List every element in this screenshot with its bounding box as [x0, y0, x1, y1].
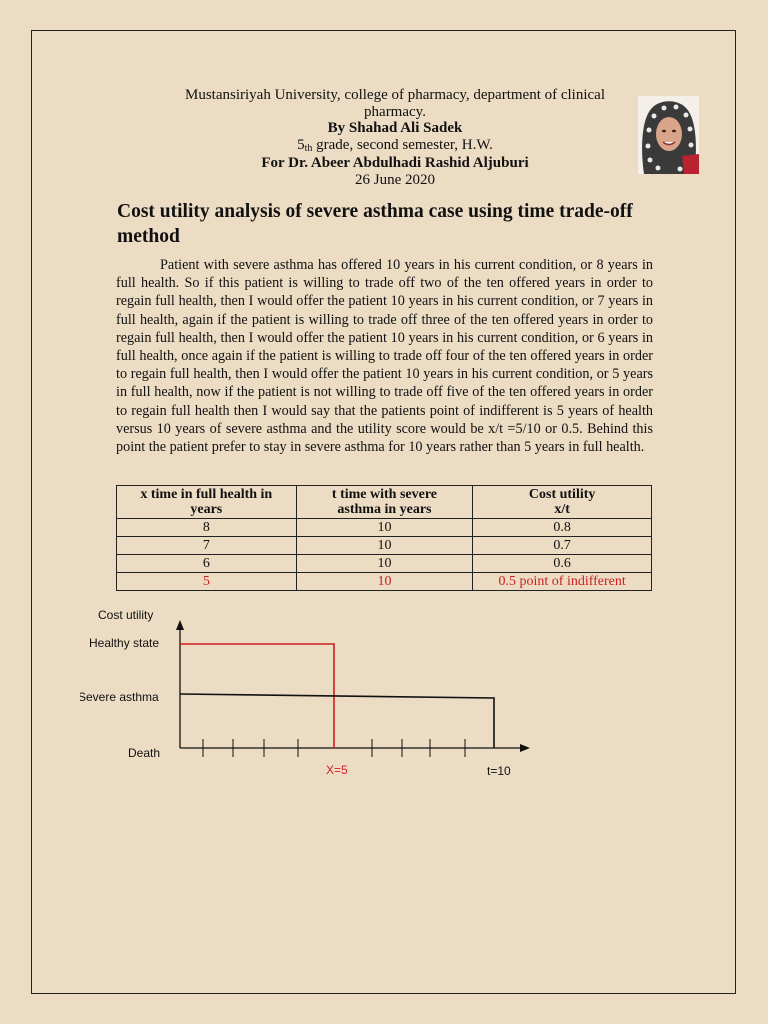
author-photo: [638, 96, 699, 174]
table-row-indifference: [117, 573, 652, 591]
table-cell: 0.8: [473, 519, 652, 537]
table-row: [117, 537, 652, 555]
table-header-t: t time with severe asthma in years: [296, 486, 473, 519]
y-axis-title: Cost utility: [98, 608, 154, 622]
grade-line: $5_{th}$ grade, second semester, H.W.: [297, 136, 493, 154]
document-title: Cost utility analysis of severe asthma case using time trade-off method: [117, 201, 633, 247]
severe-asthma-line: [180, 694, 494, 748]
table-cell: 0.5 point of indifferent: [473, 573, 652, 591]
table-row: [117, 555, 652, 573]
table-cell: 0.7: [473, 537, 652, 555]
y-label-death: Death: [128, 746, 161, 760]
document-header: [160, 87, 630, 188]
time-tradeoff-graph: [80, 600, 540, 790]
author-line: By Shahad Ali Sadek: [327, 120, 463, 136]
body-paragraph: Patient with severe asthma has offered 10 years in his current condition, or 8 years in full health. So if this patient is willing to trade off two of the ten offered years in order to regain full health, then I would offer the patient 10 years in his current condition, or 7 years in full health, again if the patient is willing to trade off three of the ten offered years in order to regain full health, then I would offer the patient 10 years in his current condition, or 6 years in full health, once again if the patient is willing to trade off four of the ten offered years in order to regain full health, then I would offer the patient 10 years in his current condition, or 5 years in full health, now if the patient is not willing to trade off five of the ten offered years in order to regain full health then I would say that the patients point of indifferent is 5 years of health versus 10 years of severe asthma and the utility score would be x/t =5/10 or 0.5. Behind this point the patient prefer to stay in severe asthma for 10 years rather than 5 years in full health.: [116, 257, 653, 456]
y-label-asthma: Severe asthma: [80, 690, 159, 704]
table-cell: 10: [296, 573, 473, 591]
table-row: [117, 519, 652, 537]
table-cell: 10: [296, 537, 473, 555]
table-cell: 6: [117, 555, 297, 573]
institution-line: Mustansiriyah University, college of pharmacy, department of clinical pharmacy.: [185, 87, 605, 120]
table-cell: 7: [117, 537, 297, 555]
x-marker-label: X=5: [326, 763, 348, 777]
instructor-line: For Dr. Abeer Abdulhadi Rashid Aljuburi: [261, 155, 529, 171]
table-cell: 5: [117, 573, 297, 591]
table-cell: 0.6: [473, 555, 652, 573]
table-header-x: x time in full health in years: [117, 486, 297, 519]
x-axis-arrow-icon: [520, 744, 530, 752]
graph-svg: [80, 600, 540, 790]
t-marker-label: t=10: [487, 764, 511, 778]
table-header-row: [117, 486, 652, 519]
date-line: 26 June 2020: [355, 171, 435, 188]
table-cell: 8: [117, 519, 297, 537]
y-axis-arrow-icon: [176, 620, 184, 630]
y-label-healthy: Healthy state: [89, 636, 160, 650]
table-header-utility: Cost utility x/t: [473, 486, 652, 519]
utility-table: [116, 485, 652, 591]
table-cell: 10: [296, 519, 473, 537]
table-cell: 10: [296, 555, 473, 573]
